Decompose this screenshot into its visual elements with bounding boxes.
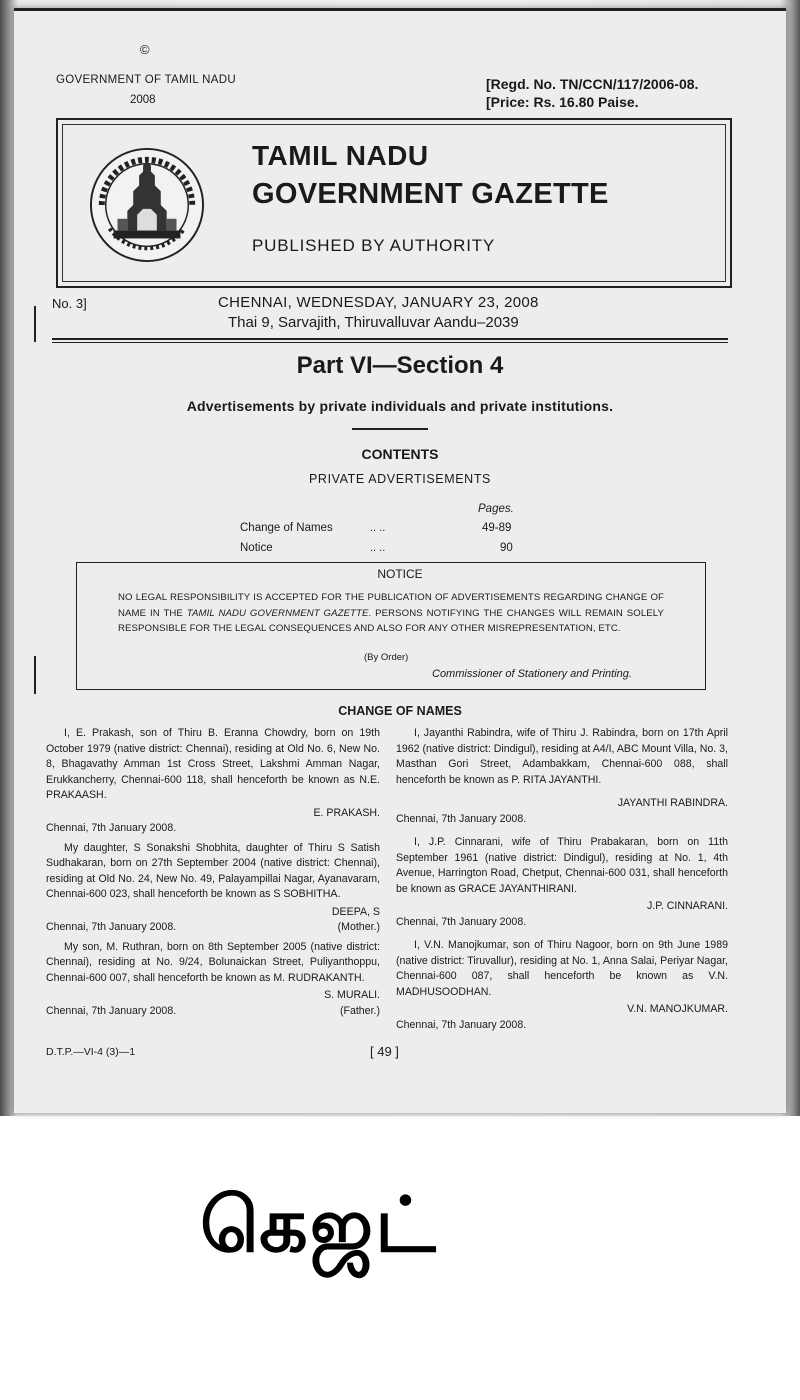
gazette-name: TAMIL NADU GOVERNMENT GAZETTE <box>186 607 369 619</box>
contents-item-label: Notice <box>240 542 273 554</box>
notice-place-date: Chennai, 7th January 2008. <box>396 812 527 825</box>
name-change-notice: I, Jayanthi Rabindra, wife of Thiru J. Rabindra, born on 17th April 1962 (native district: Dindigul), residing at A4/I, ABC Mount Villa, No. 3, Masthan Gori Street, Adambakkam, Chennai-600 088, shall henceforth be known as P. RITA JAYANTHI. <box>396 727 728 786</box>
notice-signature: E. PRAKASH. <box>313 806 380 819</box>
notice-place-date: Chennai, 7th January 2008. <box>396 915 527 928</box>
notice-relation: (Father.) <box>339 1004 380 1017</box>
name-change-notice: My son, M. Ruthran, born on 8th September 2005 (native district: Chennai), residing at No. 9/24, Bolunaickan Street, Puliyanthoppu, Chennai-600 007, shall henceforth be known as M. RUDRAKANTH. <box>46 940 380 984</box>
contents-leader-dots: .. .. <box>370 542 386 554</box>
name-change-notice: I, E. Prakash, son of Thiru B. Eranna Chowdry, born on 19th October 1979 (native district: Chennai), residing at Old No. 6, New No. 8, Bhagavathy Amman 1st Cross Street, Lakshmi Amman Nagar, Erukkancherry, Chennai-600 118, shall henceforth be known as N.E. PRAKAASH. <box>46 727 380 801</box>
contents-heading: CONTENTS <box>361 446 439 462</box>
notice-signature: DEEPA, S <box>331 905 380 918</box>
tamil-nadu-state-emblem-icon <box>88 146 206 264</box>
contents-leader-dots: .. .. <box>370 522 386 534</box>
year-label: 2008 <box>130 94 156 106</box>
gazette-subtitle: PUBLISHED BY AUTHORITY <box>252 236 496 255</box>
pages-label: Pages. <box>478 503 514 515</box>
notice-text: NO LEGAL RESPONSIBILITY IS ACCEPTED FOR THE PUBLICATION OF ADVERTISEMENTS REGARDING CHANGE OF NAME IN THE TAMIL NADU GOVERNMENT GAZETTE. PERSONS NOTIFYING THE CHANGES WILL REMAIN SOLELY RESPONSIBLE FOR THE LEGAL CONSEQUENCES AND ALSO FOR ANY OTHER MISREPRESENTATION, ETC. <box>118 592 664 634</box>
notice-signature: V.N. MANOJKUMAR. <box>627 1003 728 1015</box>
margin-mark <box>34 656 36 694</box>
notice-signature: JAYANTHI RABINDRA. <box>617 797 728 809</box>
notice-relation: (Mother.) <box>337 921 380 933</box>
gazette-title-line2: GOVERNMENT GAZETTE <box>252 178 609 210</box>
margin-mark <box>34 306 36 342</box>
notice-signature: S. MURALI. <box>324 989 380 1001</box>
contents-item-pages: 49-89 <box>482 522 512 534</box>
part-description: Advertisements by private individuals and private institutions. <box>186 398 614 414</box>
name-change-notice: My daughter, S Sonakshi Shobhita, daughter of Thiru S Satish Sudhakaran, born on 27th September 2004 (native district: Chennai), residing at Old No. 24, New No. 49, Palayampillai Nagar, Ayanavaram, Chennai-600 023, shall henceforth be known as S SOBHITHA. <box>46 841 380 900</box>
part-title: Part VI—Section 4 <box>296 352 504 379</box>
notice-place-date: Chennai, 7th January 2008. <box>46 822 177 834</box>
notice-place-date: Chennai, 7th January 2008. <box>46 1004 177 1017</box>
by-order-label: (By Order) <box>364 652 409 663</box>
change-of-names-heading: CHANGE OF NAMES <box>338 704 462 718</box>
gazette-title-line1: TAMIL NADU <box>252 140 429 171</box>
notice-place-date: Chennai, 7th January 2008. <box>46 921 177 933</box>
divider <box>352 428 428 430</box>
issue-number: No. 3] <box>52 296 87 311</box>
government-label: GOVERNMENT OF TAMIL NADU <box>56 74 236 86</box>
notice-signature: J.P. CINNARANI. <box>646 900 728 912</box>
issue-tamil-date: Thai 9, Sarvajith, Thiruvalluvar Aandu–2039 <box>228 314 519 331</box>
divider <box>52 338 728 340</box>
right-column <box>396 726 728 1033</box>
left-column <box>46 726 380 1019</box>
issue-date: CHENNAI, WEDNESDAY, JANUARY 23, 2008 <box>218 294 539 311</box>
price-label: [Price: Rs. 16.80 Paise. <box>486 94 639 110</box>
divider <box>52 342 728 343</box>
notice-place-date: Chennai, 7th January 2008. <box>396 1018 527 1031</box>
name-change-notice: I, V.N. Manojkumar, son of Thiru Nagoor, born on 9th June 1989 (native district: Tiruvallur), residing at No. 1, Anna Salai, Periyar Nagar, Chennai-600 087, shall henceforth be known as V.N. MADHUSOODHAN. <box>396 939 728 998</box>
name-change-notice: I, J.P. Cinnarani, wife of Thiru Prabakaran, born on 11th September 1961 (native district: Dindigul), residing at No. 1, 4th Avenue, Harrington Road, Chetput, Chennai-600 031, shall henceforth be known as GRACE JAYANTHIRANI. <box>396 836 728 895</box>
contents-item-label: Change of Names <box>240 522 333 534</box>
contents-item-pages: 90 <box>500 542 513 554</box>
tamil-caption: கெஜட் <box>200 1180 438 1269</box>
notice-signatory: Commissioner of Stationery and Printing. <box>432 668 632 680</box>
dtp-reference: D.T.P.—VI-4 (3)—1 <box>46 1046 136 1058</box>
notice-title: NOTICE <box>377 567 423 581</box>
contents-subheading: PRIVATE ADVERTISEMENTS <box>309 472 491 486</box>
registration-number: [Regd. No. TN/CCN/117/2006-08. <box>486 76 699 92</box>
page-number: [ 49 ] <box>370 1044 399 1059</box>
copyright-symbol: © <box>140 42 150 57</box>
